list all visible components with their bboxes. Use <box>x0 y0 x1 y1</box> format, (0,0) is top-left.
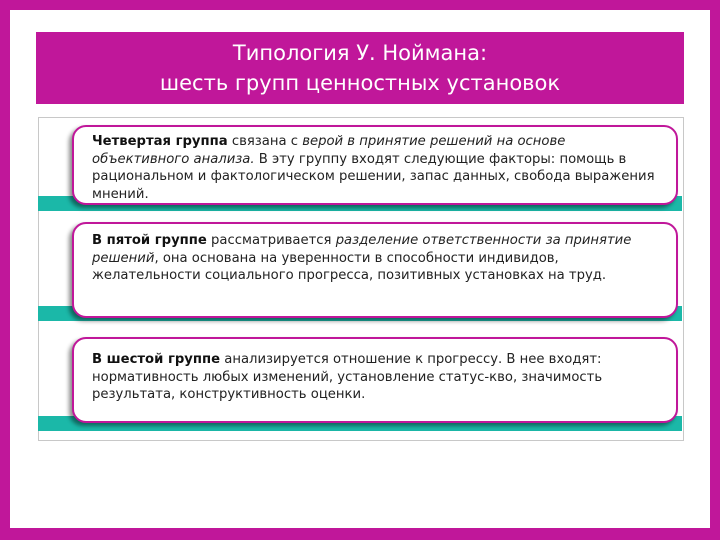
group-text: рассматривается <box>206 233 336 248</box>
group-card-5 <box>72 222 678 318</box>
group-text: , она основана на уверенности в способности индивидов, желательности социального прогресса, позитивных установках на труд. <box>92 250 607 283</box>
group-emphasis: разделение ответственности за принятие решений <box>92 233 632 266</box>
group-text: связана с <box>227 134 303 149</box>
title-line-1: Типология У. Ноймана: <box>232 41 488 65</box>
group-card-4 <box>72 125 678 205</box>
title-line-2: шесть групп ценностных установок <box>159 71 561 95</box>
group-card-6 <box>72 337 678 423</box>
group-emphasis: верой в принятие решений на основе объективного анализа. <box>92 134 566 167</box>
group-lead: В шестой группе <box>92 352 221 367</box>
group-lead: Четвертая группа <box>92 134 228 149</box>
group-text: В эту группу входят следующие факторы: помощь в рациональном и фактологическом решении, запас данных, свобода выражения мнений. <box>92 151 655 202</box>
title-banner <box>36 32 684 104</box>
group-text: анализируется отношение к прогрессу. В нее входят: нормативность любых изменений, установление статус-кво, значимость результата, конструктивность оценки. <box>92 352 603 402</box>
group-lead: В пятой группе <box>92 233 207 248</box>
